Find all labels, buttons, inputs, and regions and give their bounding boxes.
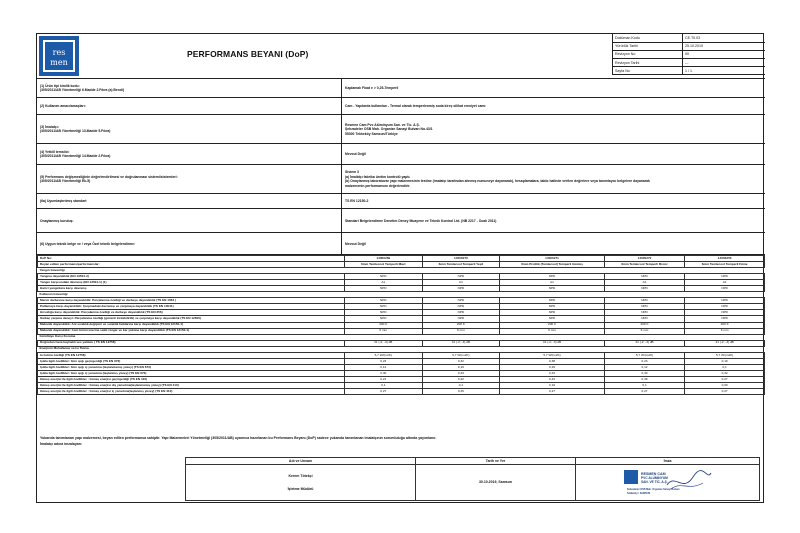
performance-value: NPD — [500, 304, 605, 310]
signer-cell — [186, 465, 416, 501]
performance-value: 31 (-2; -3) dB — [422, 340, 500, 346]
performance-value: 0,43 — [500, 376, 605, 382]
info-value: Mevcut Değil — [345, 152, 366, 157]
characteristic: Güneş enerjisi ile ilgili özellikler : Güneş enerjisi geçirgenliği (TS EN 410) — [38, 376, 345, 382]
performance-value: 0,12 — [604, 364, 685, 370]
product-name: 6mm Prolitik (Temlecool) Temperli Gümüş — [500, 262, 605, 268]
meta-value: --- — [683, 59, 766, 67]
info-value: Resmen Cam Pvc Alüminyum San. ve Tic. A.Ş. Şehzadeler OSB Mah. Organize Sanayi Bulvarı No.43/1 55300 Tekkeköy Samsun/Türkiye — [345, 122, 433, 136]
meta-value: CE.T0.03 — [683, 34, 766, 42]
meta-row — [613, 42, 766, 50]
dop-document — [36, 33, 764, 503]
page-title: PERFORMANS BEYANI (DoP) — [187, 49, 309, 59]
performance-value: 0,19 — [685, 358, 765, 364]
resmen-logo — [39, 36, 79, 76]
performance-value: NPD — [345, 310, 423, 316]
performance-value: 6 mm — [685, 328, 765, 334]
performance-value: NPD — [604, 310, 685, 316]
performance-value: 0,22 — [422, 376, 500, 382]
info-label: (4) Yetkili temsilci: (305/2011/AB Yönetmeliği 14.Madde 2.Fıkra) — [40, 149, 111, 159]
document-header — [37, 34, 765, 79]
performance-value: 5,7 W/(m2K) — [422, 352, 500, 358]
performance-value: 0,30 — [604, 370, 685, 376]
product-name: 6mm Temlecool Temperli Füme — [685, 262, 765, 268]
signer-role: İşletme Müdürü — [287, 486, 314, 491]
performance-value: NPD — [685, 286, 765, 292]
info-value: Sistem 3 (a) İmalâtçı fabrika üretim kontrolü yaptı. (b) Onaylanmış laboratuvar yapı malzemesinin testine (imalatçı tarafından alınmış numuneye dayanarak), hesaplamalara, tablo halinde verilen değerlere veya tanımlayıcı belgelere dayanarak malzemenin performansını değerlendirir. — [345, 170, 650, 189]
date-header: Tarih ve Yer — [416, 458, 576, 465]
characteristic: Işıkla ilgili özellikler: Gün ışığı iç yansıtma (taşlanmış yüzey) (TS EN 673) — [38, 370, 345, 376]
product-name: 6mm Temlecool Temperli Yeşil — [422, 262, 500, 268]
dop-number: 14000271 — [500, 256, 605, 262]
performance-value: NPD — [345, 274, 423, 280]
performance-value: 5,7 W/(m2K) — [345, 352, 423, 358]
meta-value: 00 — [683, 50, 766, 58]
performance-value: 5,7 W/(m2K) — [604, 352, 685, 358]
performance-value: 31 (-2; -3) dB — [500, 340, 605, 346]
characteristic: Mekanik dayanıklılık: Ani sıcaklık değişimi ve sıcaklık farklarına karşı dayanıklılık (TS EN 12150-1) — [38, 322, 345, 328]
meta-key: Doküman Kodu — [613, 34, 683, 42]
performance-value: 0,1 — [422, 382, 500, 388]
info-row — [37, 98, 765, 115]
svg-text:SAN. VE TİC. A.Ş.: SAN. VE TİC. A.Ş. — [640, 479, 668, 484]
product-name: 6mm Temlecool Temperli Bronz — [604, 262, 685, 268]
dop-label: DoP No: — [38, 256, 345, 262]
performance-value: 200 K — [422, 322, 500, 328]
performance-value: 6 mm — [604, 328, 685, 334]
dop-number: 14000272 — [604, 256, 685, 262]
characteristic: Işıkla ilgili özellikler: Gün ışığı iç yansıtma (taşlanmamış yüzey) (TS EN 673) — [38, 364, 345, 370]
table-row — [38, 389, 765, 395]
performance-table — [37, 255, 765, 395]
meta-row — [613, 67, 766, 75]
performance-value: 0,23 — [604, 358, 685, 364]
performance-value: 0,19 — [500, 382, 605, 388]
performance-value: 5,7 W/(m2K) — [685, 352, 765, 358]
signature-stamp-cell — [576, 465, 760, 501]
performance-value: 6 mm — [422, 328, 500, 334]
performance-value: NPD — [500, 298, 605, 304]
characteristic: Hırsızlığa karşı dayanıklılık: Parçalanma özelliği ve darbeye dayanıklılık (TS EN 356) — [38, 310, 345, 316]
performance-value: NPD — [422, 316, 500, 322]
svg-text:Tekkeköy / SAMSUN: Tekkeköy / SAMSUN — [626, 491, 650, 495]
characteristic: Yangın karşısındaki davranış (EN 13501-1) (1) — [38, 280, 345, 286]
performance-value: A1 — [604, 280, 685, 286]
performance-value: 0,30 — [345, 370, 423, 376]
document-meta-table — [612, 34, 765, 75]
performance-value: 5,7 W/(m2K) — [500, 352, 605, 358]
performance-value: 0,23 — [345, 358, 423, 364]
performance-value: 0,1 — [685, 364, 765, 370]
performance-value: 0,29 — [500, 364, 605, 370]
performance-value: NPD — [685, 316, 765, 322]
performance-value: 0,1 — [345, 382, 423, 388]
performance-value: 200 K — [604, 322, 685, 328]
info-value: Mevcut Değil — [345, 241, 366, 246]
info-row — [37, 165, 765, 194]
signer-label: İmalatçı adına imzalayan: — [40, 441, 83, 446]
performance-value: 0,19 — [422, 364, 500, 370]
info-value: Standart Belgelendirme Denetim Deney Muayene ve Teknik Kontrol Ltd. (NB 2217 - Ocak 2011) — [345, 218, 497, 223]
performance-value: 31 (-2; -3) dB — [685, 340, 765, 346]
info-row — [37, 209, 765, 233]
performance-value: A1 — [345, 280, 423, 286]
meta-row — [613, 34, 766, 42]
performance-value: 0,33 — [500, 370, 605, 376]
performance-value: 0,21 — [345, 376, 423, 382]
info-label: (1) Ürün tipi kimlik kodu: (305/2011/AB Yönetmeliği 6.Madde 2.Fıkra (a) Bendi) — [40, 83, 124, 93]
info-row — [37, 233, 765, 255]
performance-value: NPD — [500, 286, 605, 292]
dop-number: 14000250 — [685, 256, 765, 262]
performance-value: 0,27 — [604, 389, 685, 395]
performance-value: 0,38 — [500, 358, 605, 364]
performance-value: NPD — [422, 310, 500, 316]
performance-value: A1 — [422, 280, 500, 286]
info-value: Cam - Yapılarda kullanılan - Termal olarak temperlenmiş soda kireç silikat emniyet camı — [345, 104, 486, 109]
performance-value: NPD — [604, 316, 685, 322]
performance-value: NPD — [422, 304, 500, 310]
performance-value: 0,09 — [685, 382, 765, 388]
meta-value: 1 / 1 — [683, 67, 766, 75]
performance-value: 6 mm — [345, 328, 423, 334]
performance-value: NPD — [604, 274, 685, 280]
performance-value: 0,25 — [422, 389, 500, 395]
performance-value: 0,32 — [685, 370, 765, 376]
svg-text:RESMEN CAM: RESMEN CAM — [640, 471, 666, 476]
performance-value: NPD — [422, 286, 500, 292]
performance-value: NPD — [500, 316, 605, 322]
performance-value: 200 K — [345, 322, 423, 328]
characteristic: Işıkla ilgili özellikler: Gün ışığı geçirgenliği (TS EN 673) — [38, 358, 345, 364]
meta-key: Revizyon No — [613, 50, 683, 58]
performance-value: 0,27 — [345, 389, 423, 395]
performance-value: NPD — [604, 304, 685, 310]
date-place: 30.10.2019, Samsun — [416, 465, 576, 501]
performance-value: 31 (-2; -3) dB — [604, 340, 685, 346]
company-stamp — [623, 467, 713, 497]
meta-row — [613, 50, 766, 58]
performance-value: NPD — [685, 310, 765, 316]
info-label: Onaylanmış kuruluş: — [40, 218, 74, 223]
performance-value: NPD — [422, 274, 500, 280]
characteristic: Yangına dayanıklılık (EN 13501-2) — [38, 274, 345, 280]
info-row — [37, 144, 765, 165]
signature-table — [185, 457, 760, 501]
performance-value: 0,33 — [422, 370, 500, 376]
section-heading: Kullanım Güvenliği — [38, 292, 765, 298]
declaration-text: Yukarıda tanımlanan yapı malzemesi, beyan edilen performansa sahiptir. Yapı Malzemeleri Yönetmeliği (305/2011/AB) uyarınca hazırlanan bu Performans Beyanı (DoP) sadece yukarıda tanımlanan imalatçının sorumluluğu altında yayımlanır. — [40, 436, 437, 440]
performance-value: 0,1 — [604, 382, 685, 388]
performance-value: NPD — [422, 298, 500, 304]
meta-key: Revizyon Tarihi — [613, 59, 683, 67]
info-label: (5) Performans değişmezliğinin değerlendirilmesi ve doğrulanması sistemi/sistemleri: (305/2011/AB Yönetmeliği Ek-5) — [40, 174, 178, 184]
performance-value: NPD — [685, 274, 765, 280]
product-name: 6mm Temlecool Temperli Mavi — [345, 262, 423, 268]
characteristic: Doğrudan hava kaynaklı ses yalıtımı ( TS EN 12758) — [38, 340, 345, 346]
performance-value: NPD — [500, 310, 605, 316]
meta-row — [613, 59, 766, 67]
performance-label: Beyan edilen performans/performanslar: — [38, 262, 345, 268]
svg-text:men: men — [50, 58, 68, 67]
svg-text:PVC ALÜMİNYUM: PVC ALÜMİNYUM — [640, 475, 668, 480]
performance-value: 0,32 — [422, 358, 500, 364]
characteristic: Mekanik dayanıklılık: Cam birimi üzerine sabit rüzgar ve kar yüküne karşı dayanıklılık (TS EN 12150-1) — [38, 328, 345, 334]
info-divider — [341, 79, 342, 255]
section-heading: Gürültüye Karşı Koruma — [38, 334, 765, 340]
performance-value: NPD — [345, 316, 423, 322]
performance-value: A1 — [500, 280, 605, 286]
performance-value: 6 mm — [500, 328, 605, 334]
name-header: Adı ve Unvanı — [186, 458, 416, 465]
performance-value: NPD — [685, 304, 765, 310]
performance-value: NPD — [604, 286, 685, 292]
performance-value: A1 — [685, 280, 765, 286]
characteristic: Harici yangınlara karşı davranış — [38, 286, 345, 292]
performance-value: NPD — [345, 304, 423, 310]
signer-name: Kerem Tötekçi — [288, 474, 313, 479]
meta-key: Sayfa No — [613, 67, 683, 75]
performance-value: 200 K — [685, 322, 765, 328]
declaration — [40, 436, 760, 447]
info-row — [37, 79, 765, 98]
performance-value: NPD — [345, 286, 423, 292]
sign-header: İmza — [576, 458, 760, 465]
performance-value: 200 K — [500, 322, 605, 328]
info-value: Kaplamalı Float e > 0,25-Temperli — [345, 86, 399, 91]
characteristic: Güneş enerjisi ile ilgili özellikler : Güneş enerjisi iç yansıtma(taşlanmış yüzey) (TS EN 410) — [38, 389, 345, 395]
performance-value: 0,14 — [345, 364, 423, 370]
svg-text:res: res — [52, 48, 66, 57]
svg-text:Şehzadeler OSB Mah. Organize S: Şehzadeler OSB Mah. Organize Sanayi Bulvarı — [626, 487, 680, 491]
performance-value: 0,39 — [604, 376, 685, 382]
info-label: (6a) Uyumlaştırılmış standart — [40, 199, 87, 204]
performance-value: 31 (-2; -3) dB — [345, 340, 423, 346]
info-label: (6) Uygun teknik belge ve / veya Özel teknik belgelendirme: — [40, 241, 136, 246]
dop-number: 14000269 — [345, 256, 423, 262]
performance-value: NPD — [500, 274, 605, 280]
performance-value: NPD — [685, 298, 765, 304]
info-row — [37, 115, 765, 144]
performance-value: NPD — [604, 298, 685, 304]
characteristic: Isı tutma özelliği (TS EN 12758) — [38, 352, 345, 358]
section-heading: Enerjinin Muhafazası ve Isı Tutma — [38, 346, 765, 352]
characteristic: Sarkaç çarpma deneyi: Parçalanma özelliği (güvenli kırılabilirlik) ve çarpmaya karşı dayanıklılık (TS EN 12600) — [38, 316, 345, 322]
performance-value: NPD — [345, 298, 423, 304]
info-label: (3) İmalatçı: (305/2011/AB Yönetmeliği 13.Madde 5.Fıkra) — [40, 124, 111, 134]
info-label: (2) Kullanım amacı/amaçları: — [40, 104, 86, 109]
characteristic: Güneş enerjisi ile ilgili özellikler : Güneş enerjisi dış yansıtma(taşlanmamış yüzey) (TS EN 410) — [38, 382, 345, 388]
characteristic: Mermi darbesine karşı dayanıklılık: Parçalanma özelliği ve darbeye dayanıklılık (TS EN 1063 ) — [38, 298, 345, 304]
meta-key: Yürürlük Tarihi — [613, 42, 683, 50]
performance-value: 0,27 — [685, 389, 765, 395]
performance-value: 0,27 — [685, 376, 765, 382]
info-row — [37, 194, 765, 209]
meta-value: 25.10.2019 — [683, 42, 766, 50]
info-value: TS EN 12150-2 — [345, 199, 369, 204]
section-heading: Yangın Güvenliği — [38, 268, 765, 274]
characteristic: Patlamaya karşı dayanıklılık: Çarpmadaki davranışı ve çarpmaya dayanıklılık (TS EN 13541) — [38, 304, 345, 310]
dop-number: 14000270 — [422, 256, 500, 262]
performance-value: 0,27 — [500, 389, 605, 395]
